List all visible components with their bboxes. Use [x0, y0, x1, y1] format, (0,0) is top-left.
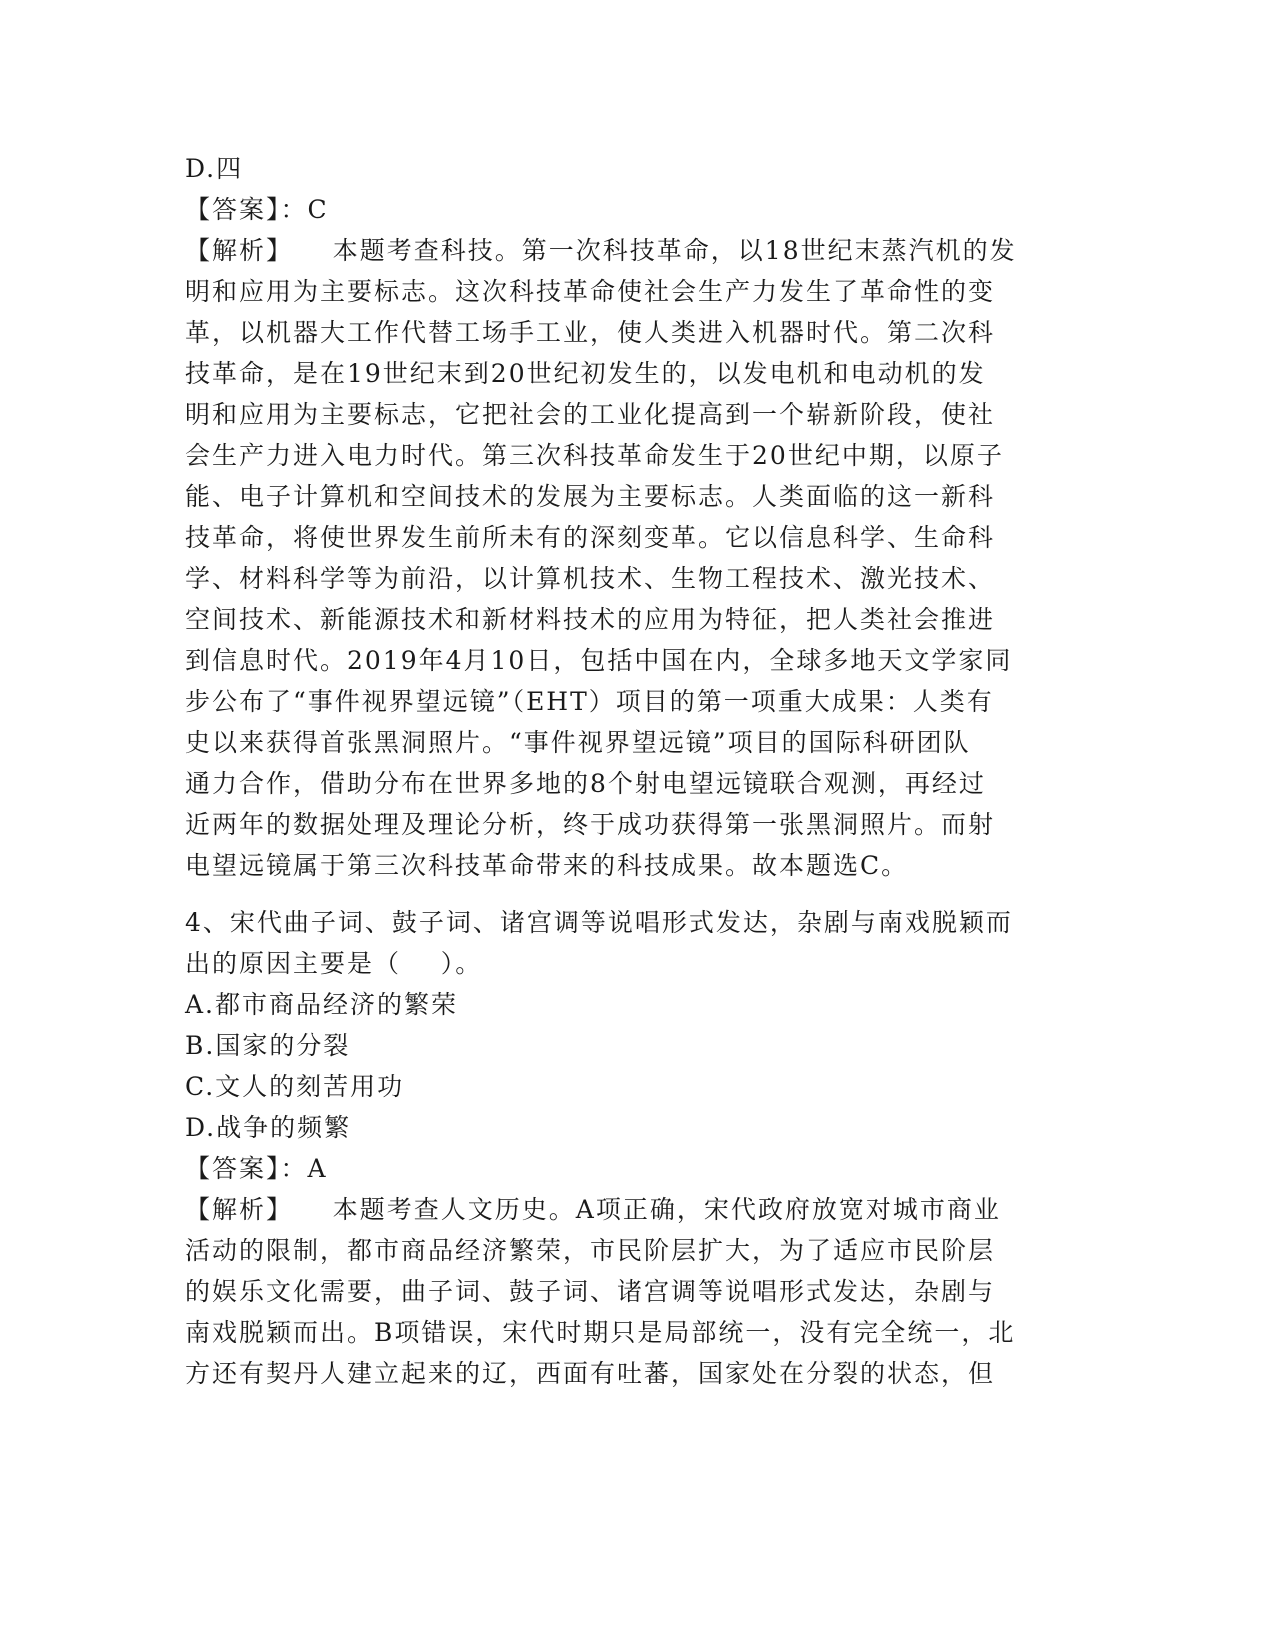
option-a: A.都市商品经济的繁荣	[185, 990, 459, 1019]
option-d: D.战争的频繁	[185, 1113, 352, 1142]
analysis-line: 技革命，是在19世纪末到20世纪初发生的，以发电机和电动机的发	[185, 359, 986, 388]
option-d: D.四	[185, 154, 244, 183]
analysis-line: 近两年的数据处理及理论分析，终于成功获得第一张黑洞照片。而射	[185, 810, 996, 839]
analysis-line: 会生产力进入电力时代。第三次科技革命发生于20世纪中期，以原子	[185, 441, 1004, 470]
stem-line: 出的原因主要是（ ）。	[185, 949, 483, 978]
analysis-line: 明和应用为主要标志，它把社会的工业化提高到一个崭新阶段，使社	[185, 400, 996, 429]
analysis-line: 【解析】 本题考查科技。第一次科技革命，以18世纪末蒸汽机的发	[185, 236, 1017, 265]
answer-line: 【答案】：A	[185, 1154, 328, 1183]
analysis-line: 通力合作，借助分布在世界多地的8个射电望远镜联合观测，再经过	[185, 769, 986, 798]
option-b: B.国家的分裂	[185, 1031, 351, 1060]
analysis-line: 史以来获得首张黑洞照片。“事件视界望远镜”项目的国际科研团队	[185, 728, 971, 757]
analysis-line: 能、电子计算机和空间技术的发展为主要标志。人类面临的这一新科	[185, 482, 996, 511]
analysis-line: 南戏脱颖而出。B项错误，宋代时期只是局部统一，没有完全统一，北	[185, 1318, 1016, 1347]
document-page	[185, 148, 1065, 1394]
answer-line: 【答案】：C	[185, 195, 329, 224]
section-gap	[185, 886, 1065, 902]
question-3-tail	[185, 148, 1065, 886]
analysis-line: 活动的限制，都市商品经济繁荣，市民阶层扩大，为了适应市民阶层	[185, 1236, 996, 1265]
question-4	[185, 902, 1065, 1394]
stem-line: 4、宋代曲子词、鼓子词、诸宫调等说唱形式发达，杂剧与南戏脱颖而	[185, 908, 1013, 937]
analysis-line: 到信息时代。2019年4月10日，包括中国在内，全球多地天文学家同	[185, 646, 1013, 675]
analysis-paragraph	[185, 1189, 1065, 1394]
analysis-line: 方还有契丹人建立起来的辽，西面有吐蕃，国家处在分裂的状态，但	[185, 1359, 996, 1388]
analysis-line: 明和应用为主要标志。这次科技革命使社会生产力发生了革命性的变	[185, 277, 996, 306]
analysis-line: 革，以机器大工作代替工场手工业，使人类进入机器时代。第二次科	[185, 318, 996, 347]
analysis-paragraph	[185, 230, 1065, 886]
analysis-line: 【解析】 本题考查人文历史。A项正确，宋代政府放宽对城市商业	[185, 1195, 1001, 1224]
analysis-line: 技革命，将使世界发生前所未有的深刻变革。它以信息科学、生命科	[185, 523, 996, 552]
option-c: C.文人的刻苦用功	[185, 1072, 405, 1101]
analysis-line: 空间技术、新能源技术和新材料技术的应用为特征，把人类社会推进	[185, 605, 996, 634]
analysis-line: 步公布了“事件视界望远镜”（EHT）项目的第一项重大成果：人类有	[185, 687, 994, 716]
question-stem	[185, 902, 1065, 984]
analysis-line: 的娱乐文化需要，曲子词、鼓子词、诸宫调等说唱形式发达，杂剧与	[185, 1277, 996, 1306]
analysis-line: 学、材料科学等为前沿，以计算机技术、生物工程技术、激光技术、	[185, 564, 996, 593]
analysis-line: 电望远镜属于第三次科技革命带来的科技成果。故本题选C。	[185, 851, 909, 880]
